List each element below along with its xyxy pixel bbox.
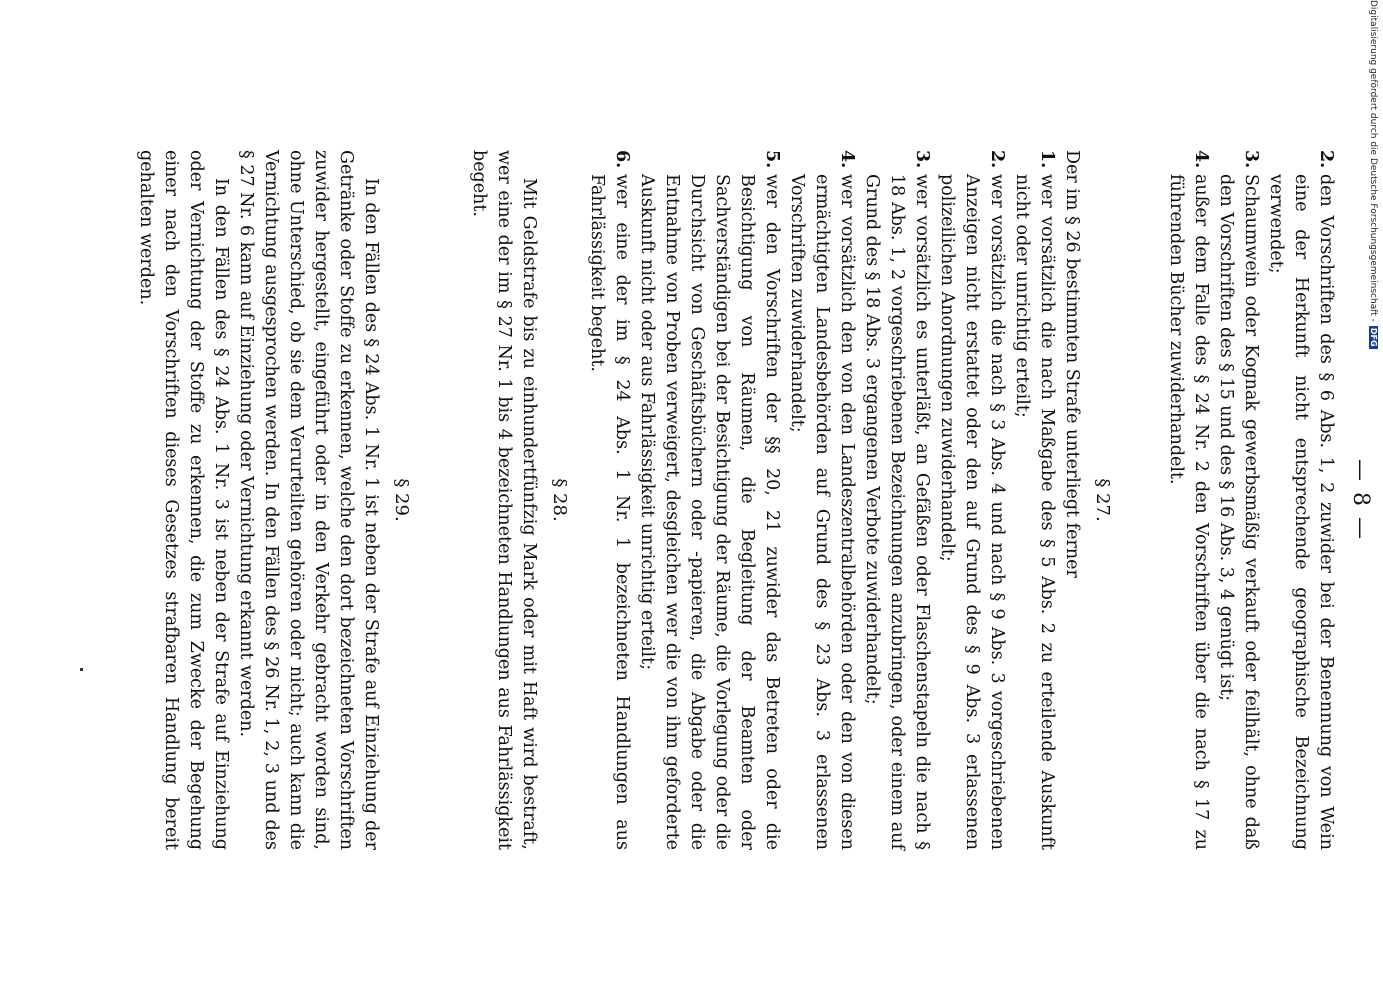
list-item [1009, 150, 1059, 850]
item-text: wer vorsätzlich die nach § 3 Abs. 4 und nach § 9 Abs. 3 vorgeschriebenen Anzeigen nicht erstattet oder den auf Grund des § 9 Abs. 3 erlassenen polizeilichen Anordnungen zuwiderhandelt; [937, 174, 1007, 850]
list-top [1163, 150, 1338, 850]
list-item [1263, 150, 1338, 850]
list-item [1163, 150, 1213, 850]
list-27 [584, 150, 1059, 850]
item-number: 4. [1191, 150, 1211, 169]
text-column [133, 150, 1338, 850]
list-item [859, 150, 934, 850]
section-29-paragraph: In den Fällen des § 24 Abs. 1 Nr. 1 ist neben der Strafe auf Einziehung der Getränke oder Stoffe zu erkennen, welche den dort bezeichneten Vorschriften zuwider hergestellt, eingeführt oder in den Verkehr gebracht worden sind, ohne Unterschied, ob sie dem Verurteilten gehören oder nicht; auch kann die Vernichtung ausgesprochen werden. In den Fällen des § 26 Nr. 1, 2, 3 und des § 27 Nr. 6 kann auf Einziehung oder Vernichtung erkannt werden. [236, 150, 381, 850]
section-29-paragraph: In den Fällen des § 24 Abs. 1 Nr. 3 ist neben der Strafe auf Einziehung oder Vernichtung der Stoffe zu erkennen, die zum Zwecke der Begehung einer nach den Vorschriften dieses Gesetzes strafbaren Handlung bereit gehalten werden. [136, 150, 231, 850]
list-item [784, 150, 859, 850]
section-heading-28: § 28. [549, 478, 570, 522]
item-text: wer den Vorschriften der §§ 20, 21 zuwider das Betreten oder die Besichtigung von Räumen, die Begleitung der Beamten oder Sachverständigen bei der Besichtigung der Räume, die Vorlegung oder die Durchsicht von Geschäftsbüchern oder -papieren, die Abgabe oder die Entnahme von Proben verweigert, desgleichen wer die von ihm geforderte Auskunft nicht oder aus Fahrlässigkeit unrichtig erteilt; [637, 174, 782, 850]
section-heading-29: § 29. [391, 478, 412, 522]
list-item [584, 150, 634, 850]
item-number: 3. [912, 150, 932, 169]
section-heading-27: § 27. [1092, 478, 1113, 522]
list-item [1213, 150, 1263, 850]
item-text: außer dem Falle des § 24 Nr. 2 den Vorschriften über die nach § 17 zu führenden Bücher zuwiderhandelt. [1166, 174, 1211, 850]
item-number: 6. [612, 150, 632, 169]
item-number: 4. [837, 150, 857, 169]
section-28-paragraph: Mit Geldstrafe bis zu einhundertfünfzig Mark oder mit Haft wird bestraft, wer eine der im § 27 Nr. 1 bis 4 bezeichneten Handlungen aus Fahrlässigkeit begeht. [469, 150, 539, 850]
footer-text: Digitalisierung gefördert durch die Deutsche Forschungsgemeinschaft - [1368, 0, 1378, 322]
item-text: wer vorsätzlich den von den Landeszentralbehörden oder den von diesen ermächtigten Landesbehörden auf Grund des § 23 Abs. 3 erlassenen Vorschriften zuwiderhandelt; [787, 174, 857, 850]
item-text: wer vorsätzlich die nach Maßgabe des § 5 Abs. 2 zu erteilende Auskunft nicht oder unrichtig erteilt; [1012, 174, 1057, 850]
item-number: 2. [987, 150, 1007, 169]
item-number: 5. [762, 150, 782, 169]
list-item [634, 150, 784, 850]
digitization-footer [1368, 0, 1378, 1000]
section-intro: Der im § 26 bestimmten Strafe unterliegt ferner [1062, 150, 1082, 578]
item-text: Schaumwein oder Kognak gewerbsmäßig verkauft oder feilhält, ohne daß den Vorschriften des § 15 und des § 16 Abs. 3, 4 genügt ist; [1216, 174, 1261, 850]
item-text: wer eine der im § 24 Abs. 1 Nr. 1 bezeichneten Handlungen aus Fahrlässigkeit begeht. [587, 174, 632, 850]
dfg-logo: DFG [1369, 327, 1378, 347]
item-text: den Vorschriften des § 6 Abs. 1, 2 zuwider bei der Benennung von Wein eine der Herkunft nicht entsprechende geographische Bezeichnung verwendet; [1266, 174, 1336, 850]
item-number: 1. [1037, 150, 1057, 169]
page-number: — 8 — [1348, 459, 1373, 541]
item-number: 2. [1316, 150, 1336, 169]
speck [80, 668, 83, 671]
item-text: wer vorsätzlich es unterläßt, an Gefäßen oder Flaschenstapeln die nach § 18 Abs. 1, 2 vorgeschriebenen Bezeichnungen anzubringen, oder einem auf Grund des § 18 Abs. 3 ergangenen Verbote zuwiderhandelt; [862, 174, 932, 850]
item-number: 3. [1241, 150, 1261, 169]
list-item [934, 150, 1009, 850]
